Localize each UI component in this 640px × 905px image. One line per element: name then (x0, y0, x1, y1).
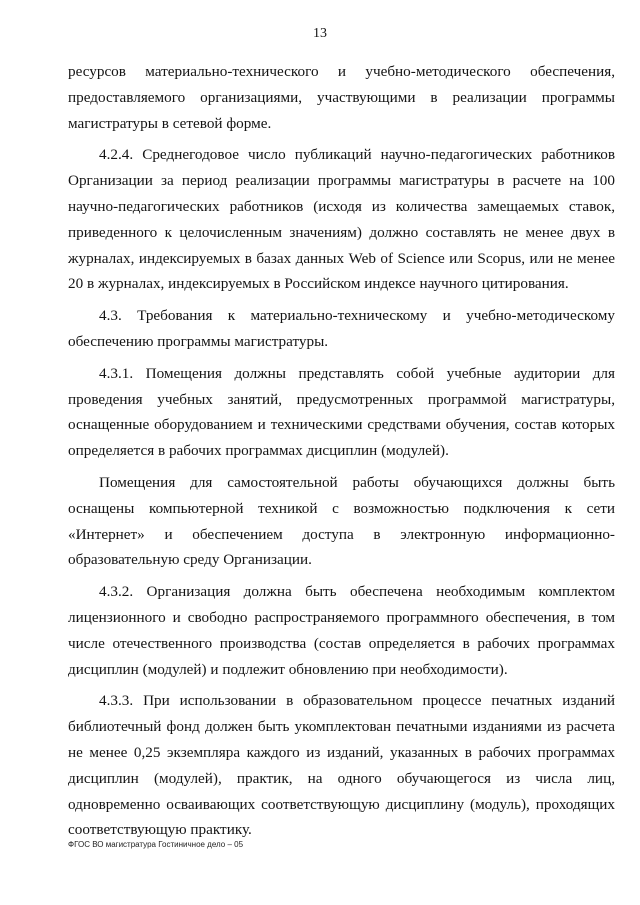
paragraph-4-3: 4.3. Требования к материально-техническому и учебно-методическому обеспечению программы магистратуры. (68, 307, 615, 350)
document-footer: ФГОС ВО магистратура Гостиничное дело – 05 (68, 840, 244, 849)
paragraph-4-3-1: 4.3.1. Помещения должны представлять собой учебные аудитории для проведения учебных занятий, предусмотренных программой магистратуры, оснащенные оборудованием и техническими средствами обучения, состав которых определяется в рабочих программах дисциплин (модулей). (68, 364, 615, 460)
paragraph-4-3-3: 4.3.3. При использовании в образовательном процессе печатных изданий библиотечный фонд должен быть укомплектован печатными изданиями из расчета не менее 0,25 экземпляра каждого из изданий, указанных в рабочих программах дисциплин (модулей), практик, на одного обучающегося из числа лиц, одновременно осваивающих соответствующую дисциплину (модуль), проходящих соответствующую практику. (68, 692, 615, 839)
paragraph-self-study-rooms: Помещения для самостоятельной работы обучающихся должны быть оснащены компьютерной техникой с возможностью подключения к сети «Интернет» и обеспечением доступа в электронную информационно-образовательную среду Организации. (68, 473, 615, 569)
paragraph-4-2-4: 4.2.4. Среднегодовое число публикаций научно-педагогических работников Организации за период реализации программы магистратуры в расчете на 100 научно-педагогических работников (исходя из количества замещаемых ставок, приведенного к целочисленным значениям) должно составлять не менее двух в журналах, индексируемых в базах данных Web of Science или Scopus, или не менее 20 в журналах, индексируемых в Российском индексе научного цитирования. (68, 146, 615, 293)
document-body (68, 59, 615, 843)
paragraph-continuation: ресурсов материально-технического и учебно-методического обеспечения, предоставляемого организациями, участвующими в реализации программы магистратуры в сетевой форме. (68, 63, 615, 132)
page-number: 13 (313, 26, 327, 41)
paragraph-4-3-2: 4.3.2. Организация должна быть обеспечена необходимым комплектом лицензионного и свободно распространяемого программного обеспечения, в том числе отечественного производства (состав определяется в рабочих программах дисциплин (модулей) и подлежит обновлению при необходимости). (68, 583, 615, 678)
